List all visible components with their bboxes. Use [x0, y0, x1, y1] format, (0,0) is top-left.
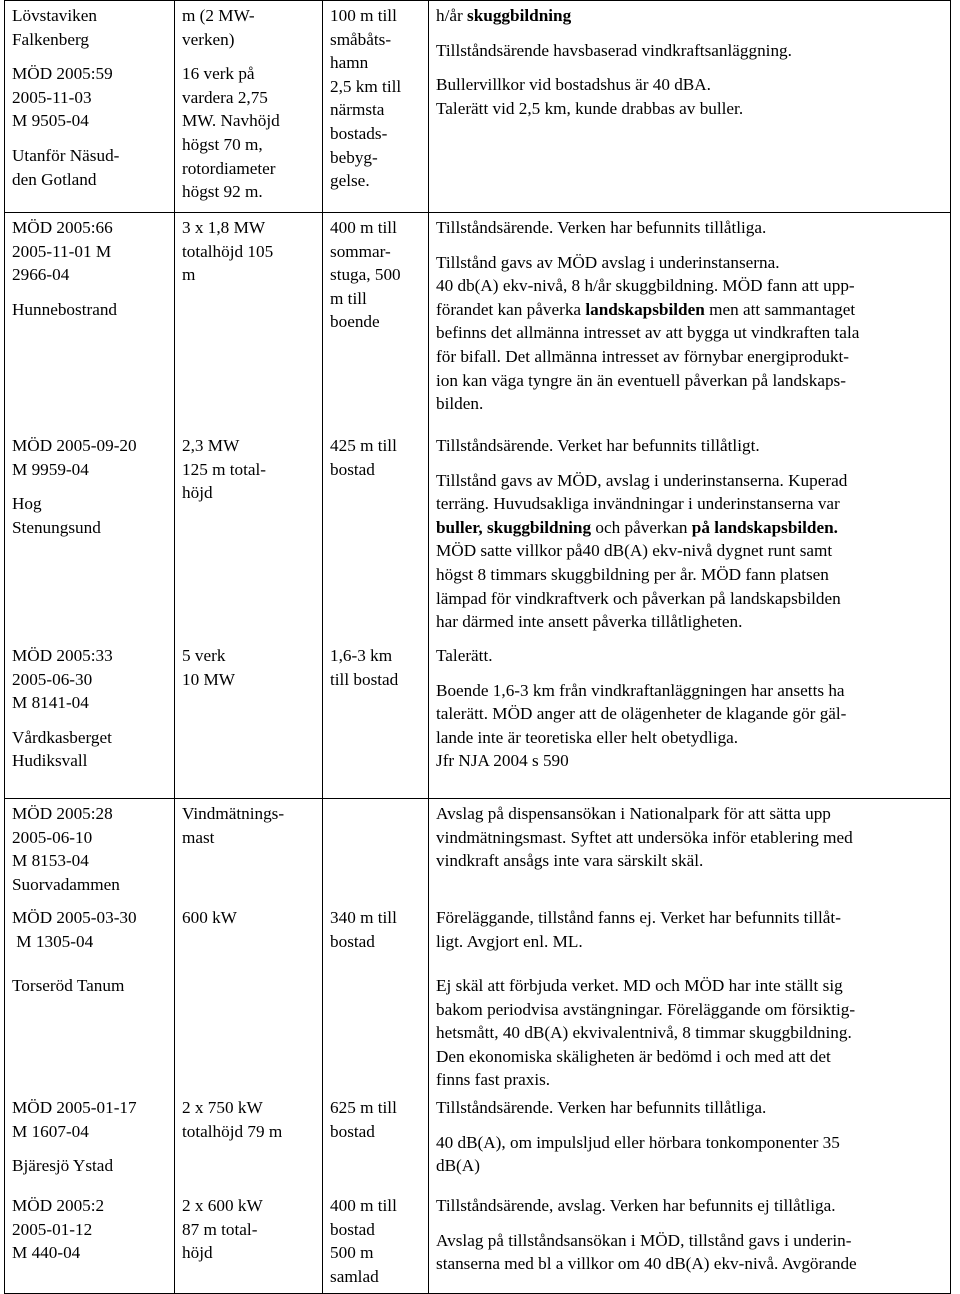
- paragraph: [436, 974, 946, 1092]
- text-line: dB(A): [436, 1156, 480, 1176]
- emphasis: skuggbildning: [467, 6, 572, 25]
- paragraph: [12, 492, 170, 539]
- text-line: Hudiksvall: [12, 751, 88, 771]
- text-line: Hog: [12, 494, 42, 514]
- paragraph: [436, 1229, 946, 1276]
- text-line: MÖD 2005:66: [12, 218, 113, 237]
- text-line: 2005-01-12: [12, 1219, 93, 1239]
- text-line: lande inte är teoretiska eller helt obetydliga.: [436, 727, 739, 747]
- column-rule: [174, 0, 175, 1294]
- paragraph: [330, 434, 424, 481]
- text-line: verken): [182, 29, 235, 49]
- text-line: M 9505-04: [12, 111, 89, 131]
- text-line: finns fast praxis.: [436, 1070, 551, 1090]
- emphasis: på landskapsbilden.: [691, 517, 838, 537]
- text-line: 10 MW: [182, 669, 235, 689]
- text-line: m till: [330, 288, 367, 308]
- text-line: MÖD 2005:2: [12, 1196, 105, 1215]
- text-line: 5 verk: [182, 646, 226, 665]
- text-line: 400 m till: [330, 218, 397, 237]
- text-line: MÖD 2005-09-20: [12, 436, 137, 455]
- emphasis: landskapsbilden: [585, 299, 705, 319]
- text-line: Tillståndsärende, avslag. Verken har befunnits ej tillåtliga.: [436, 1196, 836, 1215]
- cell-distance: [330, 4, 424, 193]
- text-line: gelse.: [330, 171, 370, 191]
- text-line: Ej skäl att förbjuda verket. MD och MÖD har inte ställt sig: [436, 976, 843, 995]
- text-line: Avslag på dispensansökan i Nationalpark för att sätta upp: [436, 804, 831, 823]
- paragraph: [182, 62, 318, 204]
- cell-case: [12, 1194, 170, 1265]
- cell-plant: [182, 802, 318, 849]
- text-line: bostad: [330, 931, 375, 951]
- cell-ruling: [436, 434, 946, 634]
- row-rule: [4, 0, 951, 1]
- paragraph: [436, 679, 946, 773]
- paragraph: [330, 644, 424, 691]
- cell-plant: [182, 434, 318, 505]
- text-line: Utanför Näsud-: [12, 145, 120, 165]
- text-line: närmsta: [330, 100, 385, 120]
- text-line: boende: [330, 312, 380, 332]
- paragraph: [12, 62, 170, 133]
- text-line: 400 m till: [330, 1196, 397, 1215]
- paragraph: [330, 1194, 424, 1288]
- paragraph: [12, 802, 170, 896]
- text-line: Den ekonomiska skäligheten är bedömd i och med att det: [436, 1046, 831, 1066]
- cell-plant: [182, 216, 318, 287]
- text-line: M 440-04: [12, 1243, 81, 1263]
- text-line: terräng. Huvudsakliga invändningar i underinstanserna var: [436, 494, 840, 514]
- column-rule: [322, 0, 323, 1294]
- cell-distance: [330, 216, 424, 334]
- text-line: totalhöjd 105: [182, 241, 274, 261]
- text-line: 625 m till: [330, 1098, 397, 1117]
- text-line: vindkraft ansågs inte vara särskilt skäl.: [436, 851, 704, 871]
- text-line: för bifall. Det allmänna intresset av förnybar energiprodukt-: [436, 346, 849, 366]
- text-line: mast: [182, 827, 215, 847]
- paragraph: [12, 644, 170, 715]
- cell-plant: [182, 906, 318, 930]
- paragraph: [436, 4, 946, 28]
- text-line: 2005-06-30: [12, 669, 93, 689]
- paragraph: [12, 1096, 170, 1143]
- text-line: höjd: [182, 483, 213, 503]
- text-line: m (2 MW-: [182, 6, 255, 25]
- cell-ruling: [436, 974, 946, 1092]
- text-line: har därmed inte ansett påverka tillåtligheten.: [436, 612, 743, 632]
- paragraph: [436, 251, 946, 416]
- text-line: vardera 2,75: [182, 87, 268, 107]
- cell-plant: [182, 644, 318, 691]
- text-line: M 1607-04: [12, 1121, 89, 1141]
- text-line: MW. Navhöjd: [182, 111, 280, 131]
- text-line: M 8153-04: [12, 851, 89, 871]
- text-line: lämpad för vindkraftverk och påverkan på landskapsbilden: [436, 588, 841, 608]
- paragraph: [436, 1096, 946, 1120]
- text-line: Tillstånd gavs av MÖD, avslag i underinstanserna. Kuperad: [436, 470, 848, 490]
- paragraph: [330, 1096, 424, 1143]
- cell-plant: [182, 1194, 318, 1265]
- text-line: Stenungsund: [12, 517, 101, 537]
- text-line: bilden.: [436, 394, 484, 414]
- text-line: 2005-11-03: [12, 87, 92, 107]
- cell-distance: [330, 434, 424, 481]
- column-rule: [950, 0, 951, 1294]
- text-line: 2966-04: [12, 265, 70, 285]
- text-line: högst 70 m,: [182, 134, 263, 154]
- text-line: hetsmått, 40 dB(A) ekvivalentnivå, 8 timmar skuggbildning.: [436, 1023, 852, 1043]
- cell-case: [12, 216, 170, 321]
- text-line: Föreläggande, tillstånd fanns ej. Verket har befunnits tillåt-: [436, 908, 841, 927]
- text-line: 1,6-3 km: [330, 646, 393, 665]
- text-line: bostad: [330, 459, 375, 479]
- text-line: ligt. Avgjort enl. ML.: [436, 931, 583, 951]
- text-line: Avslag på tillståndsansökan i MÖD, tillstånd gavs i underin-: [436, 1230, 852, 1250]
- text-line: 425 m till: [330, 436, 397, 455]
- text-line: bostad: [330, 1219, 375, 1239]
- row-rule: [4, 212, 951, 213]
- text-line: den Gotland: [12, 169, 97, 189]
- paragraph: [12, 434, 170, 481]
- text-line: 100 m till: [330, 6, 397, 25]
- paragraph: [436, 644, 946, 668]
- text-line: vindmätningsmast. Syftet att undersöka inför etablering med: [436, 827, 853, 847]
- cell-ruling: [436, 216, 946, 416]
- paragraph: [182, 216, 318, 287]
- text-line: Bjäresjö Ystad: [12, 1156, 114, 1176]
- text-line: 2 x 600 kW: [182, 1196, 263, 1215]
- paragraph: [182, 1194, 318, 1265]
- paragraph: [12, 144, 170, 191]
- text-line: buller, skuggbildning och påverkan på landskapsbilden.: [436, 517, 838, 537]
- text-line: MÖD 2005-01-17: [12, 1098, 137, 1117]
- text-line: 40 db(A) ekv-nivå, 8 h/år skuggbildning. MÖD fann att upp-: [436, 276, 855, 296]
- text-line: Tillståndsärende. Verken har befunnits tillåtliga.: [436, 218, 767, 237]
- text-line: Tillståndsärende. Verken har befunnits tillåtliga.: [436, 1098, 767, 1117]
- paragraph: [182, 4, 318, 51]
- cell-case: [12, 802, 170, 896]
- text-line: ion kan väga tyngre än än eventuell påverkan på landskaps-: [436, 370, 846, 390]
- cell-ruling: [436, 906, 946, 953]
- cell-case: [12, 434, 170, 539]
- paragraph: [12, 298, 170, 322]
- text-line: samlad: [330, 1266, 379, 1286]
- cell-ruling: [436, 1194, 946, 1276]
- text-line: stanserna med bl a villkor om 40 dB(A) ekv-nivå. Avgörande: [436, 1254, 857, 1274]
- text-line: 2,5 km till: [330, 76, 402, 96]
- text-line: stuga, 500: [330, 265, 401, 285]
- text-line: Boende 1,6-3 km från vindkraftanläggningen har ansetts ha: [436, 680, 845, 700]
- paragraph: [436, 469, 946, 634]
- text-line: 2005-06-10: [12, 827, 93, 847]
- text-line: rotordiameter: [182, 158, 276, 178]
- text-line: Talerätt vid 2,5 km, kunde drabbas av buller.: [436, 98, 744, 118]
- text-line: MÖD satte villkor på40 dB(A) ekv-nivå dygnet runt samt: [436, 541, 833, 561]
- paragraph: [436, 216, 946, 240]
- text-line: Suorvadammen: [12, 874, 120, 894]
- paragraph: [182, 434, 318, 505]
- emphasis: buller, skuggbildning: [436, 517, 592, 537]
- text-line: M 1305-04: [12, 931, 94, 951]
- cell-ruling: [436, 802, 946, 873]
- paragraph: [436, 434, 946, 458]
- paragraph: [182, 906, 318, 930]
- text-line: högst 92 m.: [182, 182, 263, 202]
- text-line: MÖD 2005:33: [12, 646, 113, 665]
- cell-case: [12, 1096, 170, 1178]
- text-line: Tillståndsärende. Verket har befunnits tillåtligt.: [436, 436, 760, 455]
- text-line: m: [182, 265, 196, 285]
- paragraph: [182, 1096, 318, 1143]
- paragraph: [330, 75, 424, 193]
- text-line: 125 m total-: [182, 459, 267, 479]
- text-line: 40 dB(A), om impulsljud eller hörbara tonkomponenter 35: [436, 1132, 840, 1152]
- text-line: M 9959-04: [12, 459, 89, 479]
- text-line: Lövstaviken: [12, 6, 97, 25]
- text-line: M 8141-04: [12, 693, 89, 713]
- cell-ruling: [436, 644, 946, 773]
- paragraph: [182, 644, 318, 691]
- text-line: 87 m total-: [182, 1219, 258, 1239]
- paragraph: [330, 4, 424, 75]
- paragraph: [436, 39, 946, 63]
- text-line: MÖD 2005:28: [12, 804, 113, 823]
- row-rule: [4, 798, 951, 799]
- paragraph: [436, 1131, 946, 1178]
- text-line: 2005-11-01 M: [12, 241, 112, 261]
- paragraph: [436, 802, 946, 873]
- text-line: MÖD 2005:59: [12, 64, 113, 84]
- text-line: Hunnebostrand: [12, 299, 118, 319]
- text-line: förandet kan påverka landskapsbilden men att sammantaget: [436, 299, 856, 319]
- paragraph: [182, 802, 318, 849]
- cell-plant: [182, 4, 318, 204]
- text-line: Talerätt.: [436, 646, 493, 665]
- text-line: 340 m till: [330, 908, 397, 927]
- paragraph: [12, 4, 170, 51]
- cell-case: [12, 906, 170, 953]
- paragraph: [330, 216, 424, 334]
- text-line: 2 x 750 kW: [182, 1098, 263, 1117]
- paragraph: [12, 216, 170, 287]
- text-line: totalhöjd 79 m: [182, 1121, 283, 1141]
- text-line: småbåts-: [330, 29, 392, 49]
- text-line: till bostad: [330, 669, 399, 689]
- text-line: 500 m: [330, 1243, 374, 1263]
- text-line: Vårdkasberget: [12, 727, 112, 747]
- text-line: 600 kW: [182, 908, 237, 927]
- text-line: Tillstånd gavs av MÖD avslag i underinstanserna.: [436, 252, 780, 272]
- paragraph: [12, 1154, 170, 1178]
- paragraph: [436, 1194, 946, 1218]
- text-line: bakom periodvisa avstängningar. Föreläggande om försiktig-: [436, 999, 856, 1019]
- text-line: h/år skuggbildning: [436, 6, 572, 25]
- cell-ruling: [436, 1096, 946, 1178]
- text-line: höjd: [182, 1243, 213, 1263]
- cell-case: [12, 4, 170, 191]
- paragraph: [436, 73, 946, 120]
- text-line: sommar-: [330, 241, 391, 261]
- text-line: 16 verk på: [182, 64, 255, 84]
- paragraph: [436, 906, 946, 953]
- text-line: hamn: [330, 53, 369, 73]
- text-line: MÖD 2005-03-30: [12, 908, 137, 927]
- text-line: Tillståndsärende havsbaserad vindkraftsanläggning.: [436, 40, 792, 60]
- text-line: bostad: [330, 1121, 375, 1141]
- cell-plant: [182, 1096, 318, 1143]
- column-rule: [428, 0, 429, 1294]
- text-line: 3 x 1,8 MW: [182, 218, 266, 237]
- text-line: Vindmätnings-: [182, 804, 285, 823]
- cell-case: [12, 644, 170, 773]
- paragraph: [12, 1194, 170, 1265]
- column-rule: [4, 0, 5, 1294]
- cell-distance: [330, 1096, 424, 1143]
- cell-distance: [330, 906, 424, 953]
- cell-case: [12, 974, 170, 998]
- cell-ruling: [436, 4, 946, 120]
- text-line: högst 8 timmars skuggbildning per år. MÖD fann platsen: [436, 564, 829, 584]
- text-line: bostads-: [330, 123, 388, 143]
- paragraph: [330, 906, 424, 953]
- text-line: talerätt. MÖD anger att de olägenheter de klagande gör gäl-: [436, 704, 847, 724]
- text-line: befinns det allmänna intresset av att bygga ut vindkraften tala: [436, 323, 860, 343]
- ruling-table: [4, 0, 954, 1294]
- cell-distance: [330, 1194, 424, 1288]
- text-line: bebyg-: [330, 147, 378, 167]
- text-line: 2,3 MW: [182, 436, 240, 455]
- paragraph: [12, 726, 170, 773]
- paragraph: [12, 974, 170, 998]
- text-line: Jfr NJA 2004 s 590: [436, 751, 569, 771]
- text-line: Bullervillkor vid bostadshus är 40 dBA.: [436, 75, 711, 95]
- text-line: Falkenberg: [12, 29, 90, 49]
- paragraph: [12, 906, 170, 953]
- text-line: Torseröd Tanum: [12, 976, 125, 995]
- cell-distance: [330, 644, 424, 691]
